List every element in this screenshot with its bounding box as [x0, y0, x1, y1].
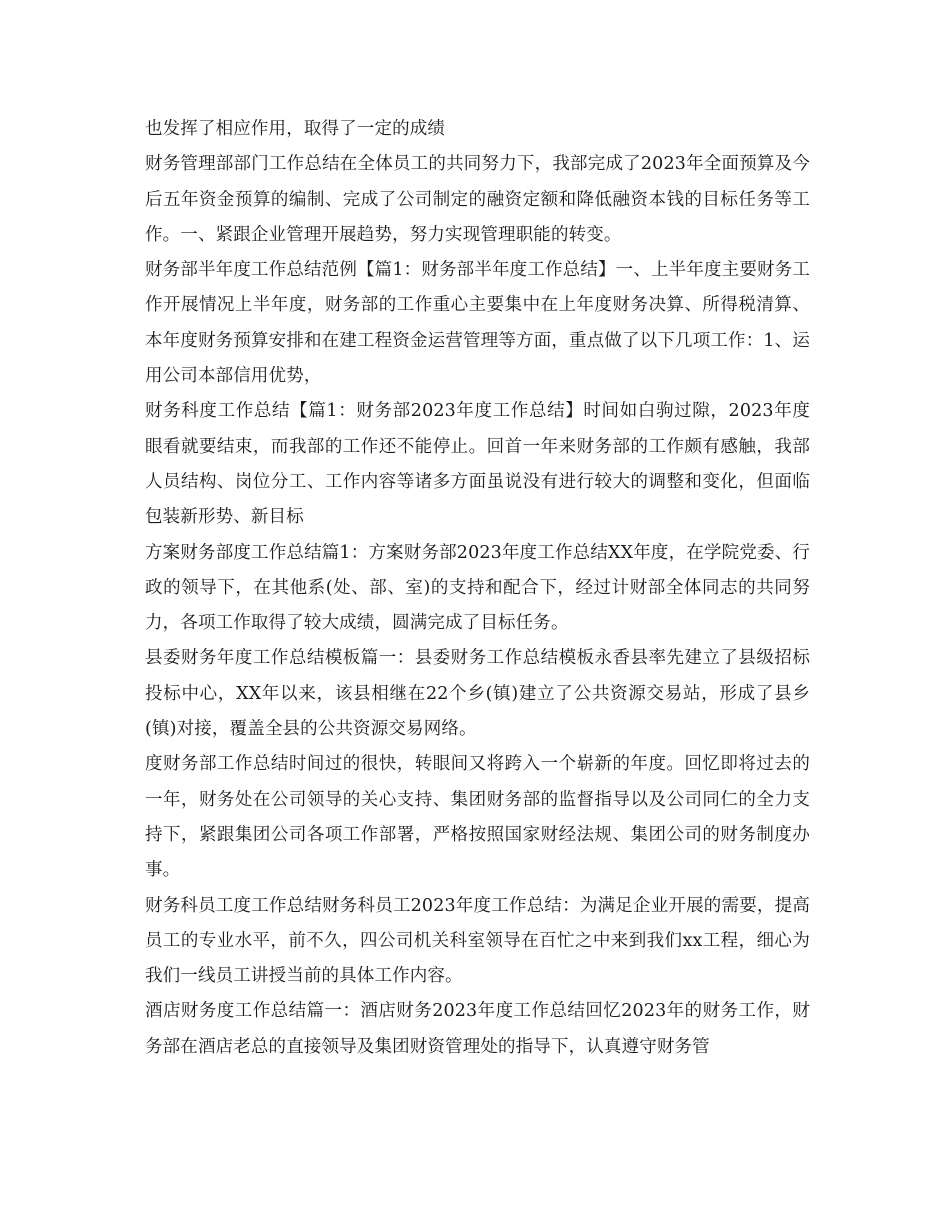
paragraph-1: 也发挥了相应作用，取得了一定的成绩 [145, 119, 446, 139]
paragraph-7: 度财务部工作总结时间过的很快，转眼间又将跨入一个崭新的年度。回忆即将过去的一年，财务处在公司领导的关心支持、集团财务部的监督指导以及公司同仁的全力支持下，紧跟集团公司各项工作部署，严格按照国家财经法规、集团公司的财务制度办事。 [145, 754, 810, 881]
paragraph-4: 财务科度工作总结【篇1：财务部2023年度工作总结】时间如白驹过隙，2023年度眼看就要结束，而我部的工作还不能停止。回首一年来财务部的工作颇有感触，我部人员结构、岗位分工、工作内容等诸多方面虽说没有进行较大的调整和变化，但面临包装新形势、新目标 [145, 401, 810, 528]
paragraph-8: 财务科员工度工作总结财务科员工2023年度工作总结：为满足企业开展的需要，提高员工的专业水平，前不久，四公司机关科室领导在百忙之中来到我们xx工程，细心为我们一线员工讲授当前的具体工作内容。 [145, 895, 810, 987]
paragraph-2: 财务管理部部门工作总结在全体员工的共同努力下，我部完成了2023年全面预算及今后五年资金预算的编制、完成了公司制定的融资定额和降低融资本钱的目标任务等工作。一、紧跟企业管理开展趋势，努力实现管理职能的转变。 [145, 154, 810, 245]
paragraph-5: 方案财务部度工作总结篇1：方案财务部2023年度工作总结XX年度，在学院党委、行政的领导下，在其他系(处、部、室)的支持和配合下，经过计财部全体同志的共同努力，各项工作取得了较大成绩，圆满完成了目标任务。 [145, 542, 810, 634]
paragraph-6: 县委财务年度工作总结模板篇一：县委财务工作总结模板永香县率先建立了县级招标投标中心，XX年以来，该县相继在22个乡(镇)建立了公共资源交易站，形成了县乡(镇)对接，覆盖全县的公共资源交易网络。 [145, 648, 810, 740]
document-body [145, 112, 810, 1065]
paragraph-3: 财务部半年度工作总结范例【篇1：财务部半年度工作总结】一、上半年度主要财务工作开展情况上半年度，财务部的工作重心主要集中在上年度财务决算、所得税清算、本年度财务预算安排和在建工程资金运营管理等方面，重点做了以下几项工作：1、运用公司本部信用优势， [145, 260, 810, 387]
paragraph-9: 酒店财务度工作总结篇一：酒店财务2023年度工作总结回忆2023年的财务工作，财务部在酒店老总的直接领导及集团财资管理处的指导下，认真遵守财务管 [145, 1001, 810, 1057]
